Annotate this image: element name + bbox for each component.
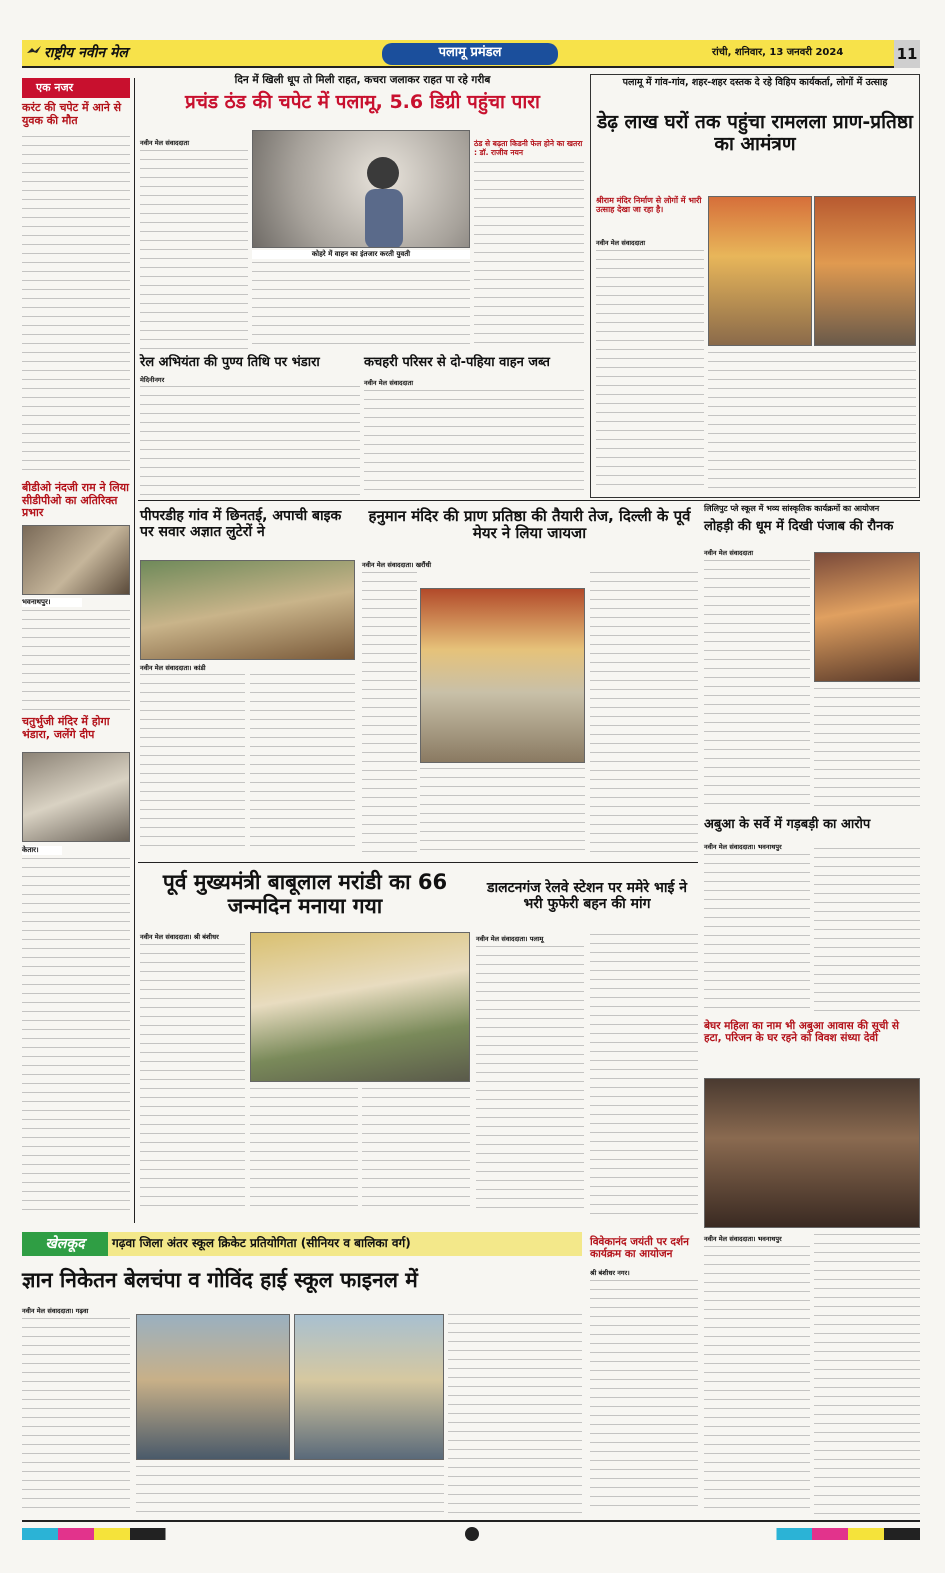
article-text bbox=[362, 1088, 470, 1214]
article-text bbox=[814, 848, 920, 1016]
news-photo bbox=[252, 130, 470, 248]
byline: श्री बंशीधर नगर। bbox=[590, 1269, 630, 1277]
article-text bbox=[140, 944, 245, 1214]
byline: नवीन मेल संवाददाता। भवनाथपुर bbox=[704, 843, 782, 851]
article-text bbox=[420, 768, 585, 852]
awas-subheadline: बेघर महिला का नाम भी अबुआ आवास की सूची से हटा, परिजन के घर रहने को विवश संध्या देवी bbox=[704, 1020, 900, 1045]
station-headline: डालटनगंज रेलवे स्टेशन पर ममेरे भाई ने भरी फुफेरी बहन की मांग bbox=[486, 880, 687, 913]
news-photo bbox=[294, 1314, 444, 1460]
vivekanand-headline: विवेकानंद जयंती पर दर्शन कार्यक्रम का आयोजन bbox=[590, 1236, 689, 1261]
ram-headline: डेढ़ लाख घरों तक पहुंचा रामलला प्राण-प्रतिष्ठा का आमंत्रण bbox=[597, 111, 913, 155]
sports-tag: खेलकूद bbox=[22, 1232, 108, 1256]
news-photo bbox=[22, 525, 130, 595]
article-text bbox=[140, 674, 245, 854]
pull-quote: श्रीराम मंदिर निर्माण से लोगों में भारी उत्साह देखा जा रहा है। bbox=[596, 196, 702, 215]
page-number: 11 bbox=[894, 40, 920, 68]
brief-text bbox=[22, 610, 130, 710]
brief-text bbox=[22, 858, 130, 1218]
byline: नवीन मेल संवाददाता। खरौंधी bbox=[362, 561, 432, 569]
brief-headline: चतुर्भुजी मंदिर में होगा भंडारा, जलेंगे दीप bbox=[22, 715, 110, 741]
registration-mark-icon bbox=[465, 1527, 479, 1541]
article-text bbox=[250, 674, 355, 854]
hanuman-headline: हनुमान मंदिर की प्राण प्रतिष्ठा की तैयारी तेज, दिल्ली के पूर्व मेयर ने लिया जायजा bbox=[368, 507, 691, 543]
kachahri-headline: कचहरी परिसर से दो-पहिया वाहन जब्त bbox=[364, 355, 550, 370]
article-text bbox=[474, 162, 584, 350]
lohri-headline: लोहड़ी की धूम में दिखी पंजाब की रौनक bbox=[704, 519, 894, 534]
brief-headline: करंट की चपेट में आने से युवक की मौत bbox=[22, 101, 122, 127]
bird-logo-icon bbox=[26, 43, 42, 59]
article-text bbox=[704, 1246, 810, 1516]
photo-caption: केतार। bbox=[22, 846, 62, 855]
photo-caption: कोहरे में वाहन का इंतजार करती युवती bbox=[252, 250, 470, 259]
loot-headline: पीपरडीह गांव में छिनतई, अपाची बाइक पर सवार अज्ञात लुटेरों ने bbox=[140, 508, 342, 541]
photo-caption: भवनाथपुर। bbox=[22, 598, 82, 607]
byline: नवीन मेल संवाददाता। कांडी bbox=[140, 664, 206, 672]
issue-date: रांची, शनिवार, 13 जनवरी 2024 bbox=[712, 47, 844, 58]
footer-rule bbox=[22, 1520, 920, 1522]
section-rule bbox=[138, 862, 698, 863]
article-text bbox=[448, 1314, 582, 1514]
byline: नवीन मेल संवाददाता bbox=[704, 549, 753, 557]
article-text bbox=[590, 934, 698, 1214]
article-text bbox=[590, 1280, 698, 1514]
section-title: पलामू प्रमंडल bbox=[438, 45, 502, 60]
article-text bbox=[140, 150, 248, 350]
news-photo bbox=[250, 932, 470, 1082]
article-text bbox=[704, 854, 810, 1016]
byline: नवीन मेल संवाददाता bbox=[140, 139, 189, 147]
newspaper-name: राष्ट्रीय नवीन मेल bbox=[44, 45, 128, 61]
article-text bbox=[476, 946, 584, 1214]
sports-headline: ज्ञान निकेतन बेलचंपा व गोविंद हाई स्कूल फाइनल में bbox=[22, 1268, 418, 1292]
article-text bbox=[22, 1318, 130, 1514]
byline: नवीन मेल संवाददाता। गढ़वा bbox=[22, 1307, 89, 1315]
article-text bbox=[136, 1466, 444, 1514]
lohri-strap: लिलिपुट प्ले स्कूल में भव्य सांस्कृतिक कार्यक्रमों का आयोजन bbox=[704, 504, 880, 513]
news-photo bbox=[22, 752, 130, 842]
byline: नवीन मेल संवाददाता। श्री बंशीधर bbox=[140, 933, 219, 941]
article-text bbox=[596, 250, 704, 490]
ek-nazar-label: एक नजर bbox=[22, 78, 130, 98]
side-quote: ठंड से बढ़ता किडनी फेल होने का खतरा : डॉ. राजीव नयन bbox=[474, 139, 583, 157]
section-rule bbox=[138, 500, 920, 501]
column-divider bbox=[134, 78, 135, 1223]
brief-headline: बीडीओ नंदजी राम ने लिया सीडीपीओ का अतिरिक्त प्रभार bbox=[22, 481, 129, 520]
article-text bbox=[704, 560, 810, 810]
brief-text bbox=[22, 136, 130, 476]
marandi-headline: पूर्व मुख्यमंत्री बाबूलाल मरांडी का 66 जन्मदिन मनाया गया bbox=[162, 870, 448, 919]
news-photo bbox=[140, 560, 355, 660]
ram-strap: पलामू में गांव-गांव, शहर-शहर दस्तक दे रहे विहिप कार्यकर्ता, लोगों में उत्साह bbox=[622, 77, 888, 88]
news-photo bbox=[704, 1078, 920, 1228]
article-text bbox=[590, 572, 698, 852]
byline: नवीन मेल संवाददाता। भवनाथपुर bbox=[704, 1235, 782, 1243]
article-text bbox=[814, 688, 920, 810]
news-photo bbox=[814, 196, 916, 346]
byline: मेदिनीनगर bbox=[140, 376, 165, 384]
top-strap: दिन में खिली धूप तो मिली राहत, कचरा जलाकर राहत पा रहे गरीब bbox=[234, 74, 491, 86]
news-photo bbox=[420, 588, 585, 763]
sports-strap: गढ़वा जिला अंतर स्कूल क्रिकेट प्रतियोगिता (सीनियर व बालिका वर्ग) bbox=[112, 1236, 411, 1250]
article-text bbox=[708, 352, 916, 490]
article-text bbox=[250, 1088, 358, 1214]
article-text bbox=[140, 386, 360, 496]
article-text bbox=[252, 262, 470, 350]
news-photo bbox=[136, 1314, 290, 1460]
byline: नवीन मेल संवाददाता bbox=[364, 379, 413, 387]
article-text bbox=[364, 390, 584, 496]
cold-headline: प्रचंड ठंड की चपेट में पलामू, 5.6 डिग्री पहुंचा पारा bbox=[185, 91, 540, 113]
news-photo bbox=[708, 196, 812, 346]
bhandara-headline: रेल अभियंता की पुण्य तिथि पर भंडारा bbox=[140, 355, 320, 370]
byline: नवीन मेल संवाददाता। पलामू bbox=[476, 935, 544, 943]
awas-headline: अबुआ के सर्वे में गड़बड़ी का आरोप bbox=[704, 817, 871, 832]
byline: नवीन मेल संवाददाता bbox=[596, 239, 645, 247]
article-text bbox=[362, 572, 417, 852]
article-text bbox=[814, 1234, 920, 1516]
news-photo bbox=[814, 552, 920, 682]
